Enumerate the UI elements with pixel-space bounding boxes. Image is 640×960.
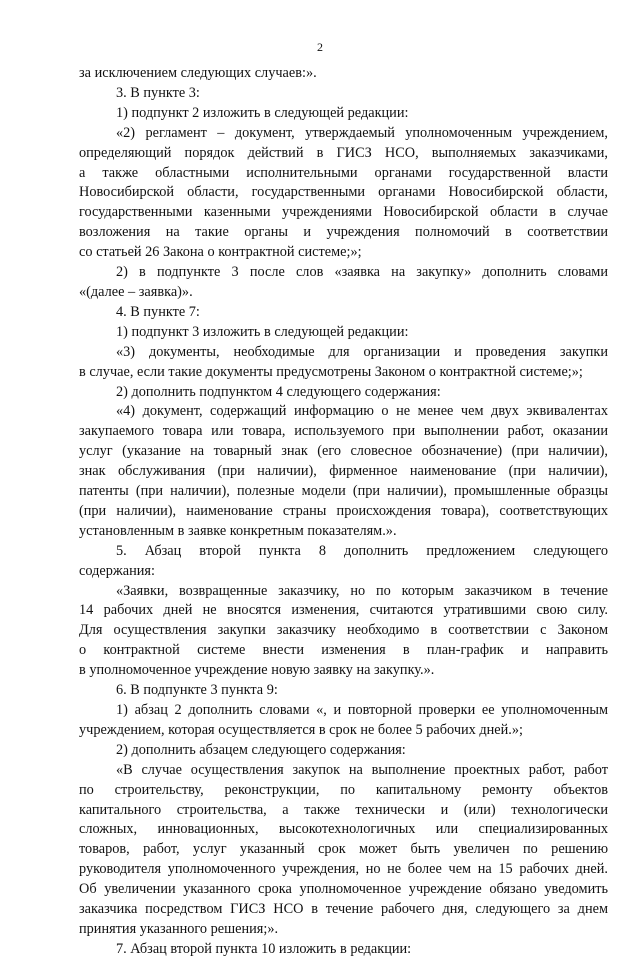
- text-line: сложных, инновационных, высокотехнологичных или специализированных: [79, 821, 608, 838]
- text-line: (при наличии), наименование страны происхождения товара), соответствующих: [79, 502, 608, 519]
- text-line: по строительству, реконструкции, по капитальному ремонту объектов: [79, 781, 608, 798]
- text-line: государственными казенными учреждениями Новосибирской области в случае: [79, 204, 608, 221]
- text-line: а также областными исполнительными органами государственной власти: [79, 164, 608, 181]
- text-line: со статьей 26 Закона о контрактной системе;»;: [79, 244, 362, 261]
- text-line: о контрактной системе внести изменения в план-график и направить: [79, 642, 608, 659]
- text-line: 5. Абзац второй пункта 8 дополнить предложением следующего: [116, 542, 608, 559]
- text-line: «4) документ, содержащий информацию о не менее чем двух эквивалентах: [116, 403, 608, 420]
- text-line: Об увеличении указанного срока уполномоченное учреждение обязано уведомить: [79, 881, 608, 898]
- text-line: 1) подпункт 3 изложить в следующей редакции:: [116, 323, 409, 340]
- text-line: за исключением следующих случаев:».: [79, 65, 317, 81]
- text-line: капитального строительства, а также технически и (или) технологически: [79, 801, 608, 818]
- text-line: 7. Абзац второй пункта 10 изложить в редакции:: [116, 940, 412, 957]
- text-line: 2) дополнить подпунктом 4 следующего содержания:: [116, 383, 441, 400]
- text-line: 2) в подпункте 3 после слов «заявка на закупку» дополнить словами: [116, 264, 608, 281]
- text-line: товаров, работ, услуг указанный срок может быть увеличен по решению: [79, 841, 608, 858]
- text-line: 4. В пункте 7:: [116, 303, 200, 320]
- text-line: Для осуществления закупки заказчику необходимо в соответствии с Законом: [79, 622, 608, 639]
- text-line: заказчика посредством ГИСЗ НСО в течение рабочего дня, следующего за днем: [79, 901, 608, 918]
- text-line: услуг (указание на товарный знак (его словесное обозначение) (при наличии),: [79, 443, 608, 460]
- text-line: учреждением, которая осуществляется в срок не более 5 рабочих дней.»;: [79, 721, 523, 738]
- text-line: 2) дополнить абзацем следующего содержания:: [116, 741, 406, 758]
- text-line: «(далее – заявка)».: [79, 283, 193, 300]
- text-line: 1) абзац 2 дополнить словами «, и повторной проверки ее уполномоченным: [116, 702, 608, 718]
- text-line: «3) документы, необходимые для организации и проведения закупки: [116, 343, 608, 360]
- text-line: 3. В пункте 3:: [116, 84, 200, 101]
- document-body: [79, 64, 608, 960]
- text-line: 14 рабочих дней не вносятся изменения, считаются утратившими свою силу.: [79, 602, 608, 619]
- text-line: «В случае осуществления закупок на выполнение проектных работ, работ: [116, 761, 608, 778]
- text-line: 1) подпункт 2 изложить в следующей редакции:: [116, 104, 409, 121]
- text-line: Новосибирской области, государственными органами Новосибирской области,: [79, 184, 608, 201]
- text-line: «Заявки, возвращенные заказчику, но по которым заказчиком в течение: [116, 582, 608, 599]
- text-line: в случае, если такие документы предусмотрены Законом о контрактной системе;»;: [79, 363, 583, 380]
- text-line: содержания:: [79, 562, 155, 579]
- text-line: руководителя уполномоченного учреждения, но не более чем на 15 рабочих дней.: [79, 861, 608, 878]
- text-line: знак обслуживания (при наличии), фирменное наименование (при наличии),: [79, 463, 608, 480]
- text-line: определяющий порядок действий в ГИСЗ НСО, выполняемых заказчиками,: [79, 144, 608, 161]
- page-number: 2: [317, 40, 323, 54]
- text-line: возложения на такие органы и учреждения полномочий в соответствии: [79, 224, 608, 241]
- text-line: патенты (при наличии), полезные модели (при наличии), промышленные образцы: [79, 483, 608, 500]
- text-line: в уполномоченное учреждение новую заявку на закупку.».: [79, 662, 435, 679]
- text-line: принятия указанного решения;».: [79, 920, 279, 937]
- text-line: закупаемого товара или товара, используемого при выполнении работ, оказании: [79, 423, 608, 440]
- text-line: установленным в заявке конкретным показателям.».: [79, 522, 397, 539]
- text-line: «2) регламент – документ, утверждаемый уполномоченным учреждением,: [116, 124, 608, 141]
- text-line: 6. В подпункте 3 пункта 9:: [116, 682, 278, 699]
